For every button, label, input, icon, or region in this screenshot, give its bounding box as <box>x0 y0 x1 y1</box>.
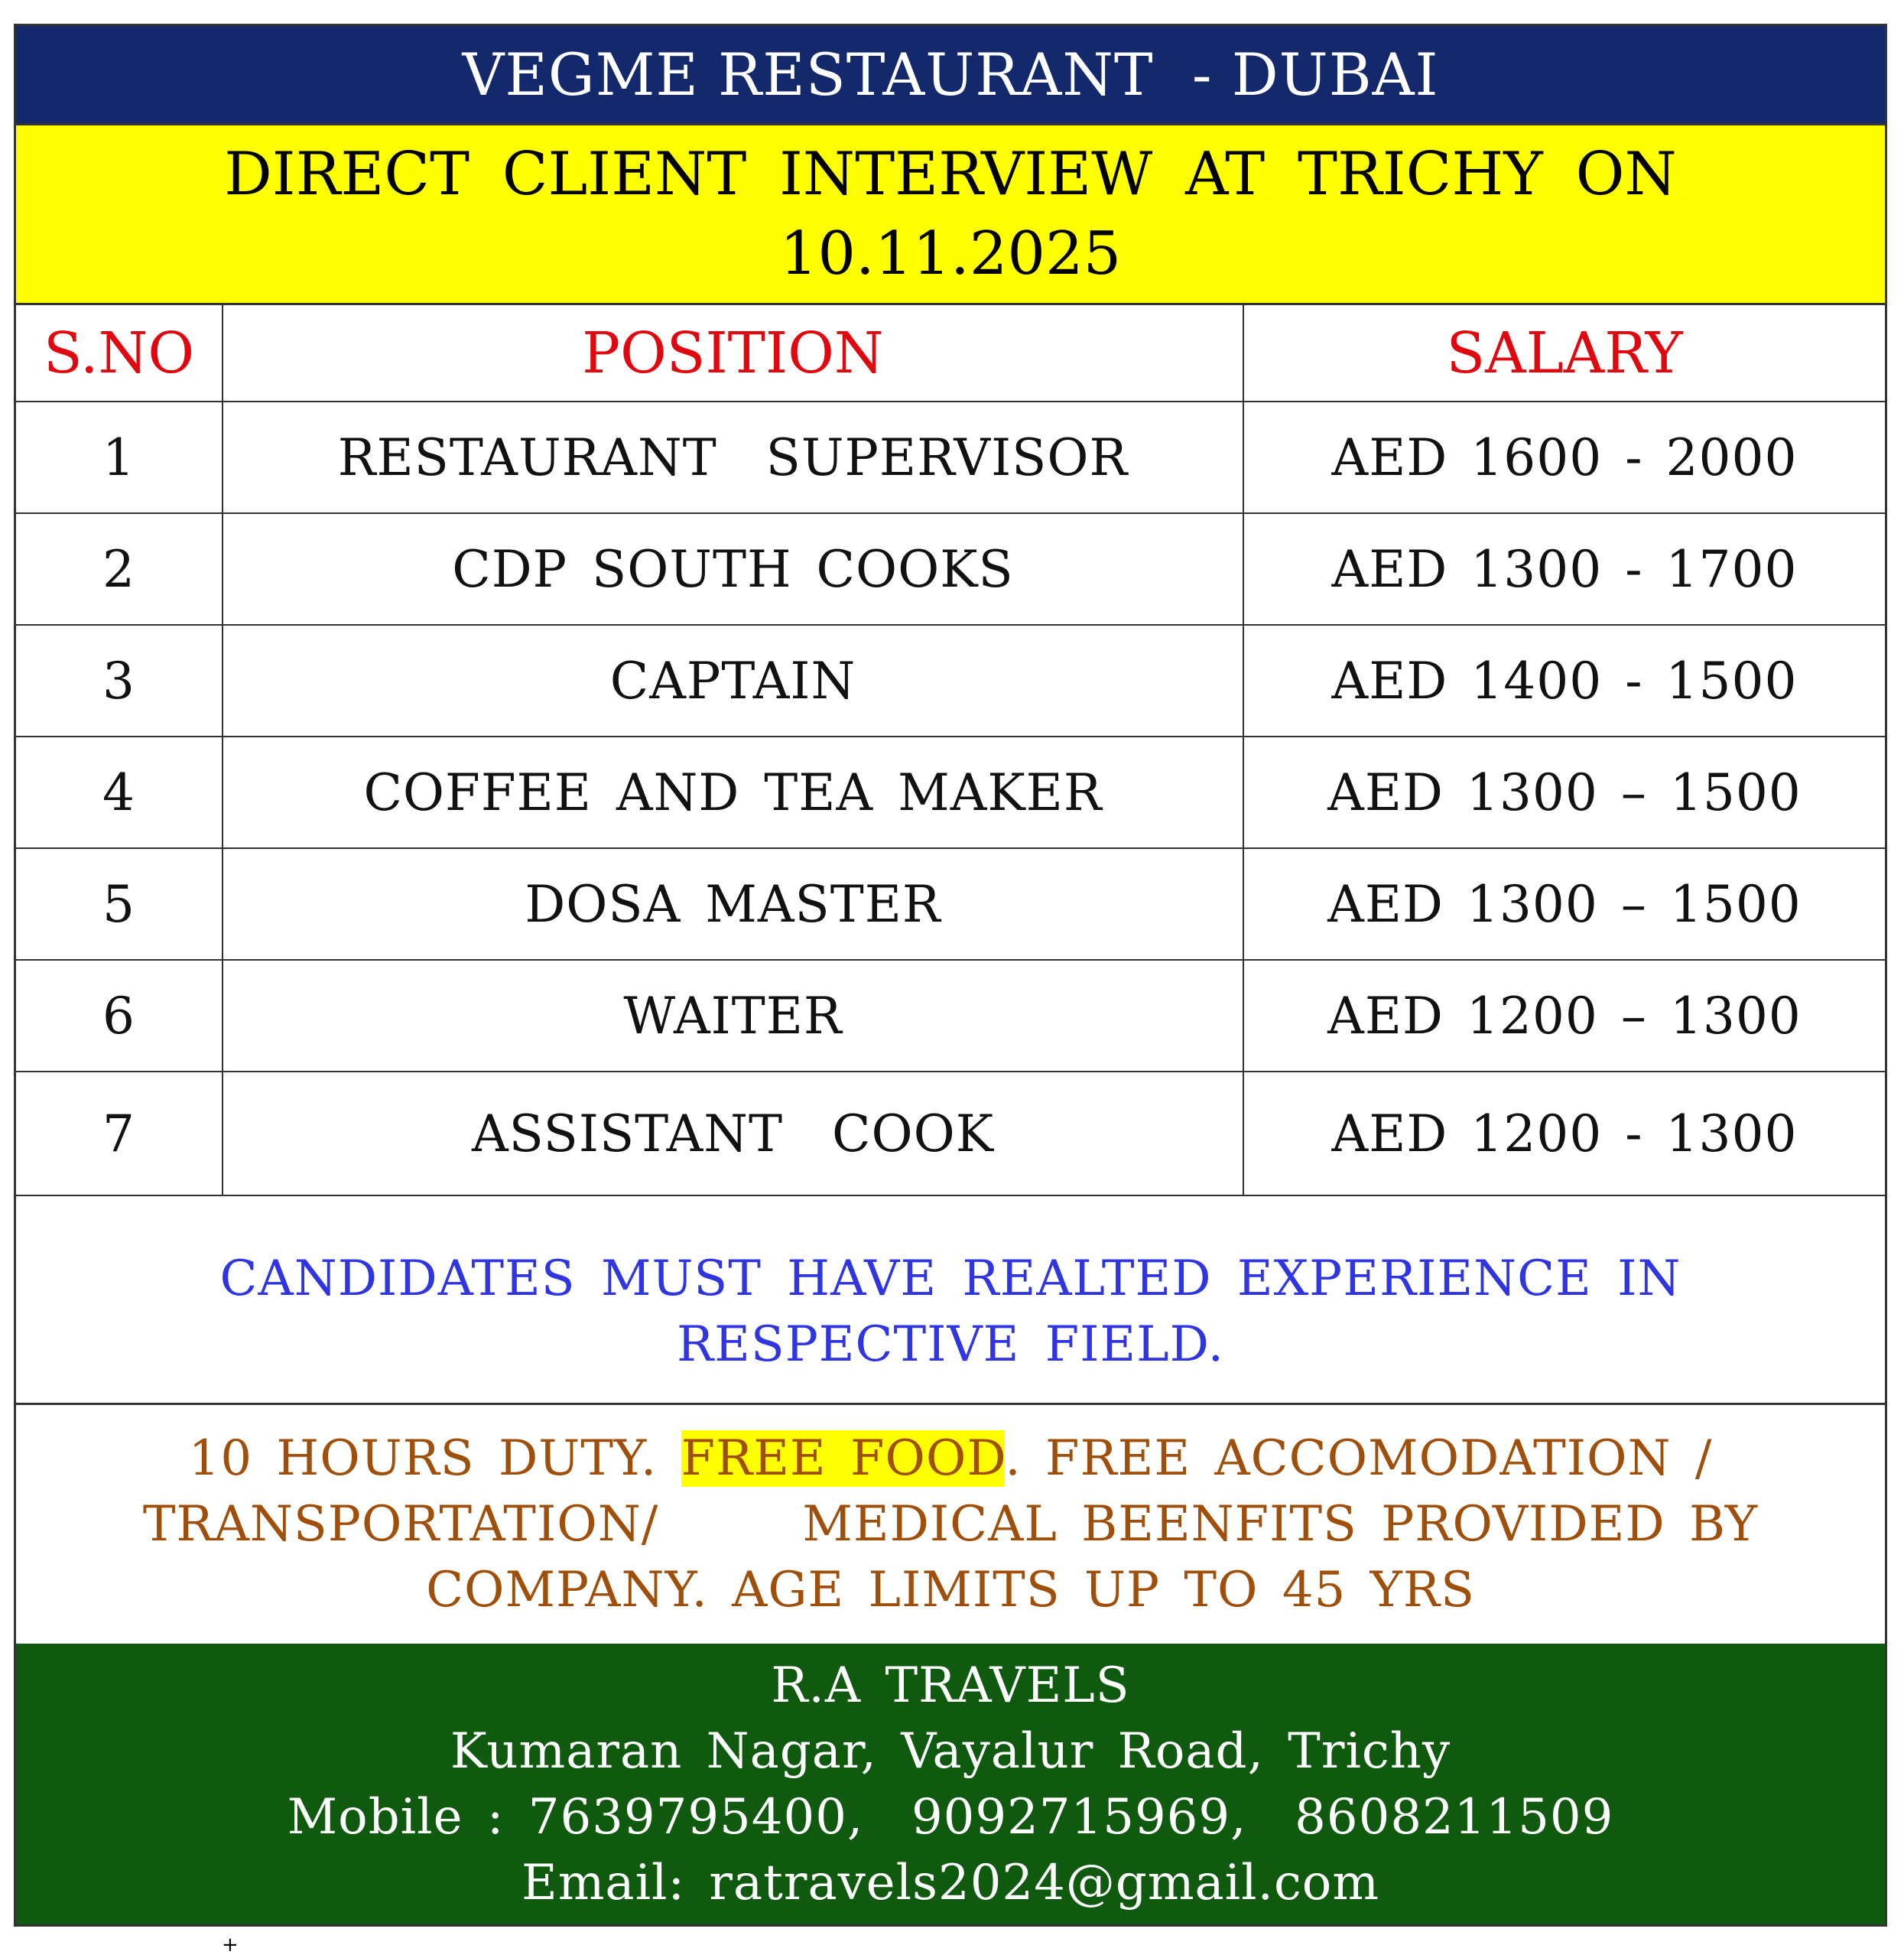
free-food-highlight: FREE FOOD <box>681 1430 1006 1487</box>
row-position: WAITER <box>223 961 1244 1071</box>
row-salary: AED 1300 – 1500 <box>1327 874 1802 934</box>
row-sno: 3 <box>16 626 223 736</box>
benefits-line-3: COMPANY. AGE LIMITS UP TO 45 YRS <box>426 1562 1475 1618</box>
table-row <box>16 961 1885 1072</box>
header-salary: SALARY <box>1446 320 1683 386</box>
table-row <box>16 849 1885 961</box>
requirement-line-2: RESPECTIVE FIELD. <box>676 1316 1225 1373</box>
agency-mobile: Mobile : 7639795400, 9092715969, 8608211509 <box>287 1788 1614 1846</box>
row-sno: 6 <box>16 961 223 1071</box>
table-row <box>16 402 1885 514</box>
benefits-line-2: TRANSPORTATION/ MEDICAL BEENFITS PROVIDED BY <box>142 1496 1759 1553</box>
agency-address: Kumaran Nagar, Vayalur Road, Trichy <box>450 1722 1451 1780</box>
row-salary: AED 1300 – 1500 <box>1327 763 1802 822</box>
header-sno: S.NO <box>16 305 223 401</box>
job-poster <box>14 24 1887 1927</box>
row-salary: AED 1600 - 2000 <box>1331 428 1798 487</box>
row-position: CDP SOUTH COOKS <box>223 514 1244 624</box>
table-row <box>16 626 1885 737</box>
row-salary: AED 1200 – 1300 <box>1327 986 1802 1046</box>
table-header-row <box>16 305 1885 402</box>
row-salary: AED 1300 - 1700 <box>1331 539 1798 599</box>
row-sno: 7 <box>16 1072 223 1195</box>
table-row <box>16 1072 1885 1196</box>
row-sno: 1 <box>16 402 223 512</box>
benefits-accommodation-text: . FREE ACCOMODATION / <box>1005 1430 1713 1487</box>
requirement-note <box>16 1221 1885 1405</box>
requirement-line-1: CANDIDATES MUST HAVE REALTED EXPERIENCE IN <box>219 1251 1681 1307</box>
agency-name: R.A TRAVELS <box>771 1657 1130 1714</box>
table-row <box>16 737 1885 849</box>
row-position: COFFEE AND TEA MAKER <box>223 737 1244 847</box>
row-sno: 5 <box>16 849 223 959</box>
row-salary: AED 1400 - 1500 <box>1331 651 1798 711</box>
row-sno: 2 <box>16 514 223 624</box>
table-row <box>16 514 1885 626</box>
interview-heading: DIRECT CLIENT INTERVIEW AT TRICHY ON <box>224 140 1677 209</box>
benefits-line-1 <box>189 1426 1713 1491</box>
title-banner <box>16 26 1885 123</box>
poster-title: VEGME RESTAURANT - DUBAI <box>462 41 1439 109</box>
stray-plus-mark: + <box>222 1934 239 1956</box>
row-position: ASSISTANT COOK <box>223 1072 1244 1195</box>
header-position: POSITION <box>223 305 1244 401</box>
row-position: DOSA MASTER <box>223 849 1244 959</box>
row-salary: AED 1200 - 1300 <box>1331 1104 1798 1163</box>
row-position: RESTAURANT SUPERVISOR <box>223 402 1244 512</box>
row-sno: 4 <box>16 737 223 847</box>
agency-contact-banner <box>16 1644 1885 1924</box>
benefits-note <box>16 1405 1885 1644</box>
interview-banner <box>16 123 1885 305</box>
positions-table <box>16 305 1885 1196</box>
agency-email: Email: ratravels2024@gmail.com <box>521 1854 1379 1911</box>
benefits-duty-text: 10 HOURS DUTY. <box>188 1430 681 1487</box>
interview-date: 10.11.2025 <box>779 220 1122 288</box>
row-position: CAPTAIN <box>223 626 1244 736</box>
